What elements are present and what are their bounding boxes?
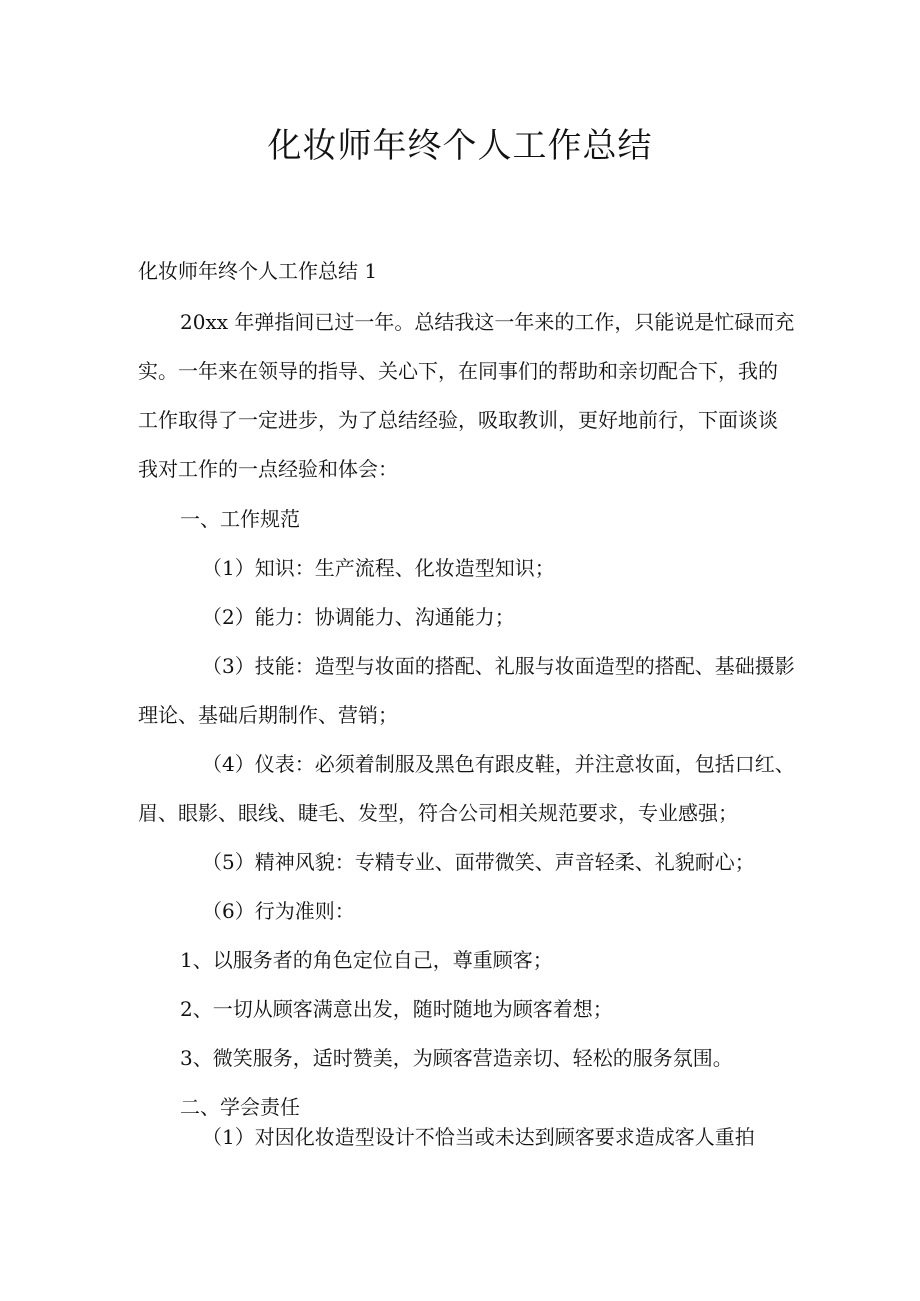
list-item-appearance-line-1: （4）仪表：必须着制服及黑色有跟皮鞋，并注意妆面，包括口红、 <box>202 752 795 776</box>
intro-line-2: 实。一年来在领导的指导、关心下，在同事们的帮助和亲切配合下，我的 <box>138 359 778 383</box>
document-title: 化妆师年终个人工作总结 <box>267 126 653 166</box>
document-subtitle: 化妆师年终个人工作总结 1 <box>138 259 378 283</box>
section2-heading: 二、学会责任 <box>180 1095 300 1119</box>
list-item-skills-line-2: 理论、基础后期制作、营销； <box>138 703 398 727</box>
list-item-skills-line-1: （3）技能：造型与妆面的搭配、礼服与妆面造型的搭配、基础摄影 <box>202 654 795 678</box>
rule-3: 3、微笑服务，适时赞美，为顾客营造亲切、轻松的服务氛围。 <box>180 1046 733 1070</box>
intro-line-3: 工作取得了一定进步，为了总结经验，吸取教训，更好地前行，下面谈谈 <box>138 408 778 432</box>
intro-line-4: 我对工作的一点经验和体会： <box>138 457 398 481</box>
list-item-appearance-line-2: 眉、眼影、眼线、睫毛、发型，符合公司相关规范要求，专业感强； <box>138 801 738 825</box>
list-item-conduct: （6）行为准则： <box>202 899 355 923</box>
rule-1: 1、以服务者的角色定位自己，尊重顾客； <box>180 948 553 972</box>
section1-heading: 一、工作规范 <box>180 507 300 531</box>
list-item-spirit: （5）精神风貌：专精专业、面带微笑、声音轻柔、礼貌耐心； <box>202 850 755 874</box>
section2-item-1: （1）对因化妆造型设计不恰当或未达到顾客要求造成客人重拍 <box>202 1125 755 1149</box>
list-item-knowledge: （1）知识：生产流程、化妆造型知识； <box>202 556 555 580</box>
rule-2: 2、一切从顾客满意出发，随时随地为顾客着想； <box>180 997 613 1021</box>
list-item-ability: （2）能力：协调能力、沟通能力； <box>202 605 515 629</box>
intro-line-1: 20xx 年弹指间已过一年。总结我这一年来的工作，只能说是忙碌而充 <box>180 310 795 334</box>
